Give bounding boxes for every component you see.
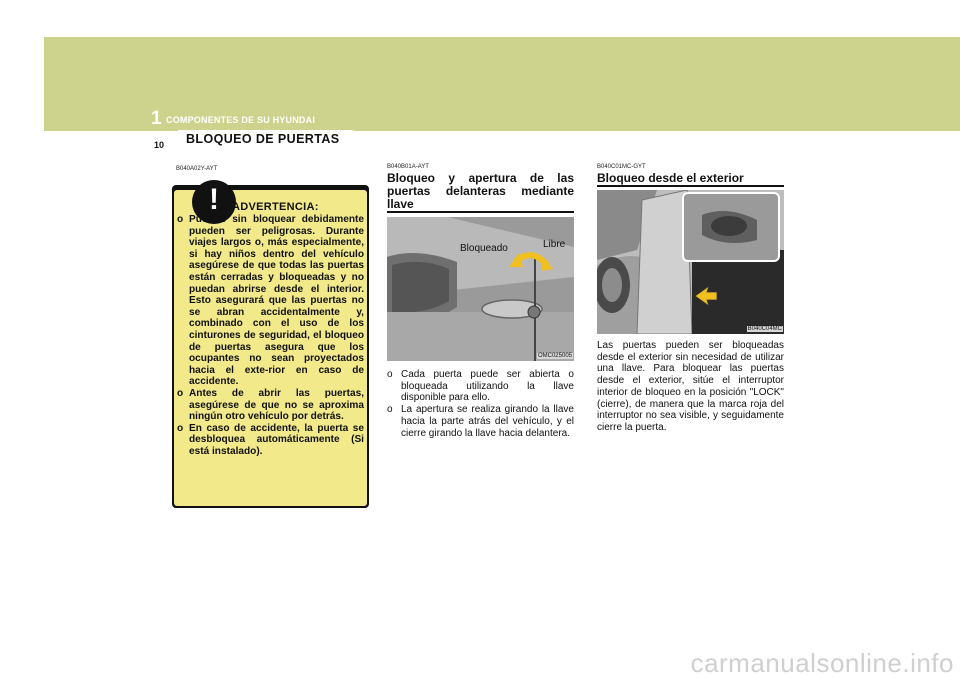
list-item: o La apertura se realiza girando la llave hacia la parte atrás del vehículo, y el cierre girando la llave hacia delantera. xyxy=(387,404,574,439)
col2-code: B040B01A-AYT xyxy=(387,164,429,170)
col3-code: B040C01MC-GYT xyxy=(597,164,646,170)
label-libre: Libre xyxy=(543,239,566,250)
warning-title: ADVERTENCIA: xyxy=(232,201,319,213)
warning-item: o Antes de abrir las puertas, asegúrese de que no se aproxima ningún otro vehículo por detrás. xyxy=(177,387,364,423)
section-tab xyxy=(178,130,362,156)
warning-item: o En caso de accidente, la puerta se desbloquea automáticamente (Si está instalado). xyxy=(177,422,364,457)
door-key-image xyxy=(387,217,574,361)
warning-item: o Puertas sin bloquear debidamente pueden ser peligrosas. Durante viajes largos o, más especialmente, si hay niños dentro del vehículo asegúrese de que todas las puertas están cerradas y bloqueadas y no puedan abrirse desde el interior. Esto asegurará que las puertas no se abran accidentalmente y, combinado con el uso de los cinturones de seguridad, el bloqueo de puertas asegura que los ocupantes no sean proyectados hacia el exte-rior en caso de accidente. xyxy=(177,214,364,388)
col3-body: Las puertas pueden ser bloqueadas desde el exterior sin necesidad de utilizar una llave. Para bloquear las puertas desde el exterior, sitúe el interruptor interior de bloqueo en la posición "LOCK" (cierre), de manera que la marca roja del interruptor no sea visible, y seguidamente cierre la puerta. xyxy=(597,340,784,433)
col2-body xyxy=(387,369,574,439)
col1-code: B040A02Y-AYT xyxy=(176,166,218,172)
warning-text xyxy=(176,214,364,457)
page-number: 10 xyxy=(142,134,176,156)
list-item: o Cada puerta puede ser abierta o bloqueada utilizando la llave disponible para ello. xyxy=(387,369,574,404)
door-exterior-image xyxy=(597,190,784,334)
chapter-number: 1 xyxy=(151,108,162,129)
col3-rule xyxy=(597,185,784,187)
col2-rule xyxy=(387,211,574,213)
image-code: OMC025005 xyxy=(537,353,572,359)
footer-watermark: carmanualsonline.info xyxy=(690,648,954,678)
col2-heading: Bloqueo y apertura de las puertas delanteras mediante llave xyxy=(387,171,574,211)
chapter-title: COMPONENTES DE SU HYUNDAI xyxy=(166,115,316,125)
label-bloqueado: Bloqueado xyxy=(460,243,508,254)
col3-heading: Bloqueo desde el exterior xyxy=(597,171,744,185)
section-title: BLOQUEO DE PUERTAS xyxy=(186,132,340,146)
exclamation-icon: ! xyxy=(192,180,236,224)
image-code: B040C04MC xyxy=(747,326,782,332)
